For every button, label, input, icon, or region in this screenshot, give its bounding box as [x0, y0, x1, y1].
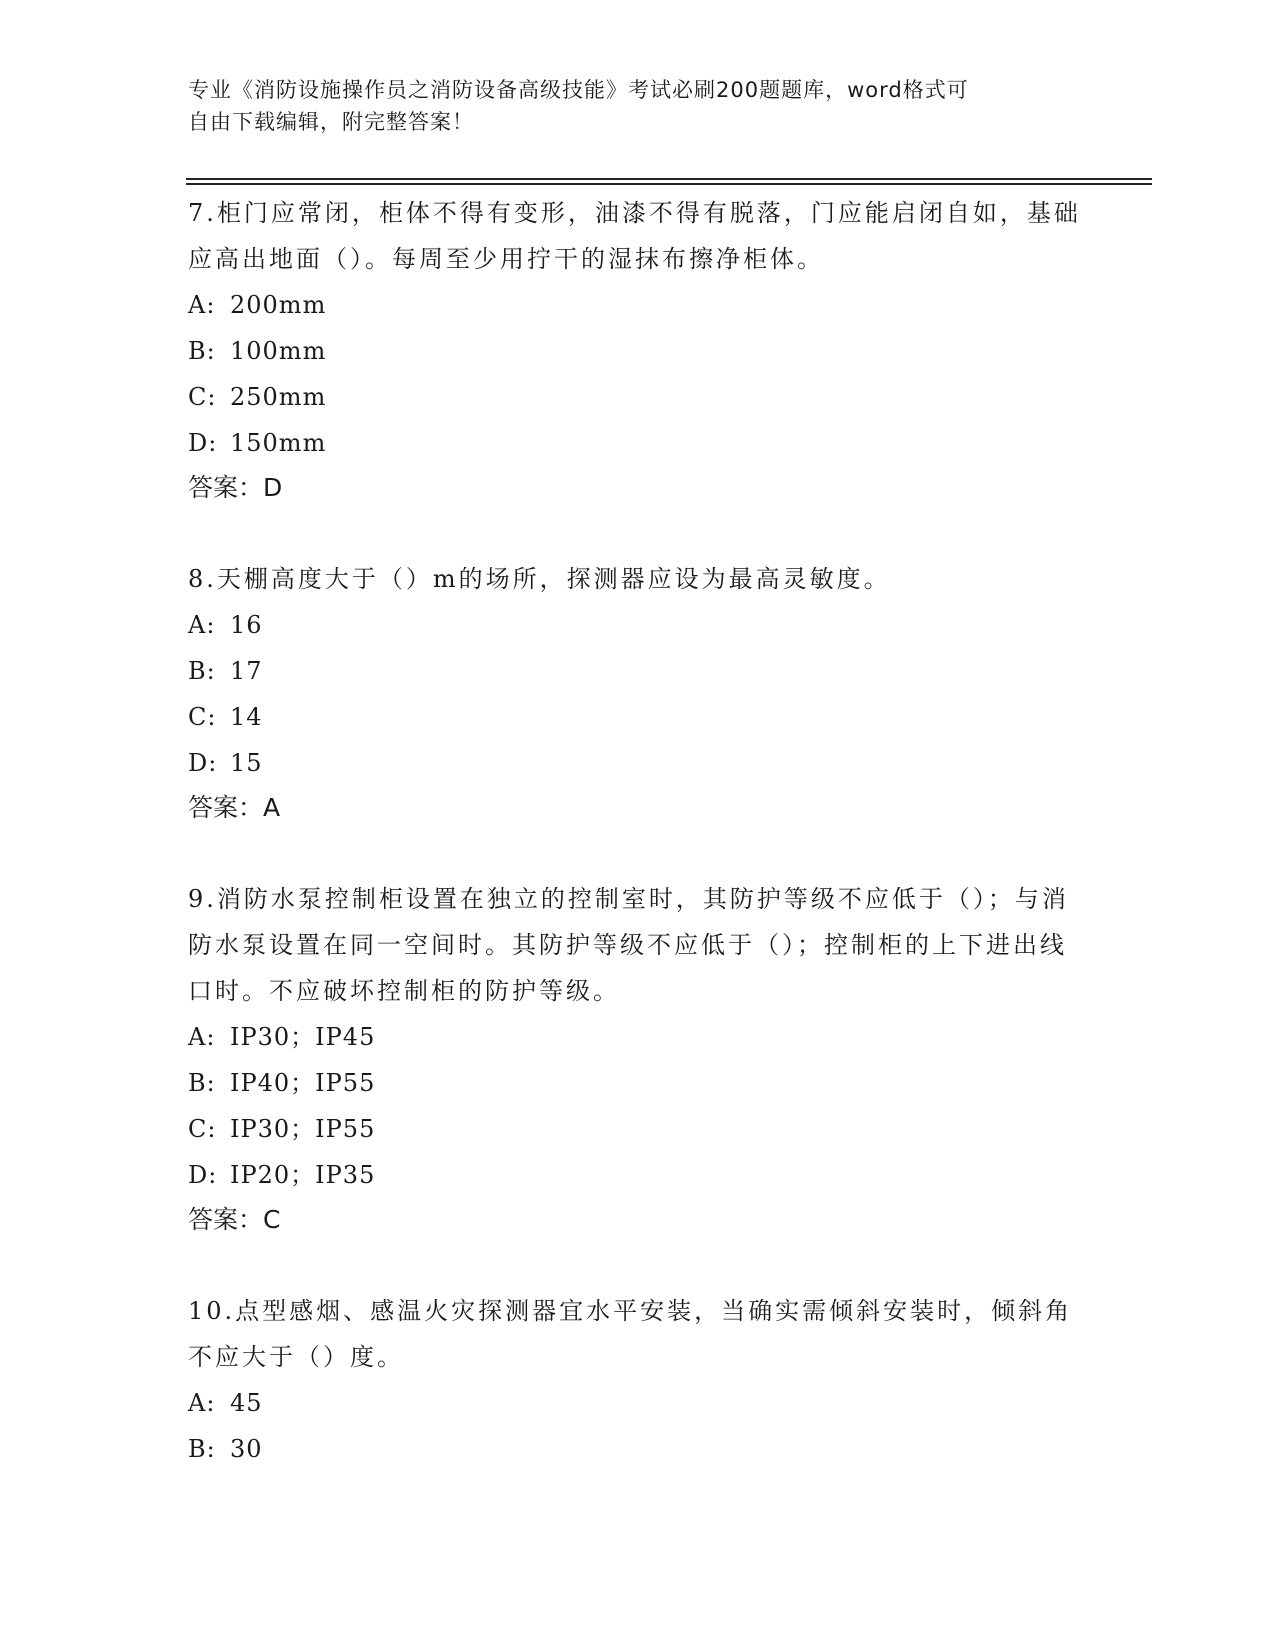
option-a: [188, 1380, 1088, 1426]
question-10: [188, 1288, 1088, 1472]
question-text: 9.消防水泵控制柜设置在独立的控制室时，其防护等级不应低于（）；与消防水泵设置在同一空间时。其防护等级不应低于（）；控制柜的上下进出线口时。不应破坏控制柜的防护等级。: [188, 885, 1069, 1005]
option-b: [188, 648, 1088, 694]
option-key: C:: [188, 1115, 217, 1143]
option-key: C:: [188, 703, 217, 731]
question-text: 7.柜门应常闭，柜体不得有变形，油漆不得有脱落，门应能启闭自如，基础应高出地面（）。每周至少用拧干的湿抹布擦净柜体。: [188, 199, 1081, 273]
option-value: 250mm: [230, 383, 327, 411]
option-a: [188, 602, 1088, 648]
option-key: A:: [188, 1389, 216, 1417]
header-divider-top: [186, 178, 1152, 180]
question-8: [188, 556, 1088, 830]
option-value: 100mm: [230, 337, 327, 365]
option-b: [188, 1060, 1088, 1106]
option-value: 15: [230, 749, 263, 777]
option-value: 45: [230, 1389, 263, 1417]
option-key: B:: [188, 657, 216, 685]
document-header: [188, 74, 1068, 138]
header-line-1: 专业《消防设施操作员之消防设备高级技能》考试必刷200题题库，word格式可: [188, 78, 969, 102]
option-key: B:: [188, 1435, 216, 1463]
option-value: 30: [230, 1435, 263, 1463]
option-key: D:: [188, 429, 218, 457]
option-c: [188, 694, 1088, 740]
option-c: [188, 1106, 1088, 1152]
option-key: A:: [188, 611, 216, 639]
header-divider-bottom: [186, 183, 1152, 185]
option-key: A:: [188, 1023, 216, 1051]
option-value: 150mm: [230, 429, 327, 457]
option-a: [188, 282, 1088, 328]
question-9: [188, 876, 1088, 1242]
option-b: [188, 328, 1088, 374]
option-key: C:: [188, 383, 217, 411]
option-key: B:: [188, 337, 216, 365]
option-value: 200mm: [230, 291, 327, 319]
option-value: IP30；IP55: [230, 1115, 376, 1143]
option-value: 17: [230, 657, 263, 685]
question-7: [188, 190, 1088, 510]
question-text: 8.天棚高度大于（）m的场所，探测器应设为最高灵敏度。: [188, 565, 891, 593]
option-key: A:: [188, 291, 216, 319]
option-b: [188, 1426, 1088, 1472]
option-value: IP20；IP35: [230, 1161, 376, 1189]
question-text: 10.点型感烟、感温火灾探测器宜水平安装，当确实需倾斜安装时，倾斜角不应大于（）度。: [188, 1297, 1073, 1371]
header-line-2: 自由下载编辑，附完整答案！: [188, 110, 474, 134]
option-d: [188, 1152, 1088, 1198]
option-value: IP30；IP45: [230, 1023, 376, 1051]
option-d: [188, 740, 1088, 786]
option-d: [188, 420, 1088, 466]
option-key: B:: [188, 1069, 216, 1097]
option-value: IP40；IP55: [230, 1069, 376, 1097]
answer: 答案：C: [188, 1205, 281, 1234]
option-key: D:: [188, 1161, 218, 1189]
answer: 答案：A: [188, 793, 281, 822]
answer: 答案：D: [188, 473, 283, 502]
option-key: D:: [188, 749, 218, 777]
question-list: [188, 190, 1088, 1518]
option-c: [188, 374, 1088, 420]
option-value: 16: [230, 611, 263, 639]
option-a: [188, 1014, 1088, 1060]
option-value: 14: [230, 703, 263, 731]
